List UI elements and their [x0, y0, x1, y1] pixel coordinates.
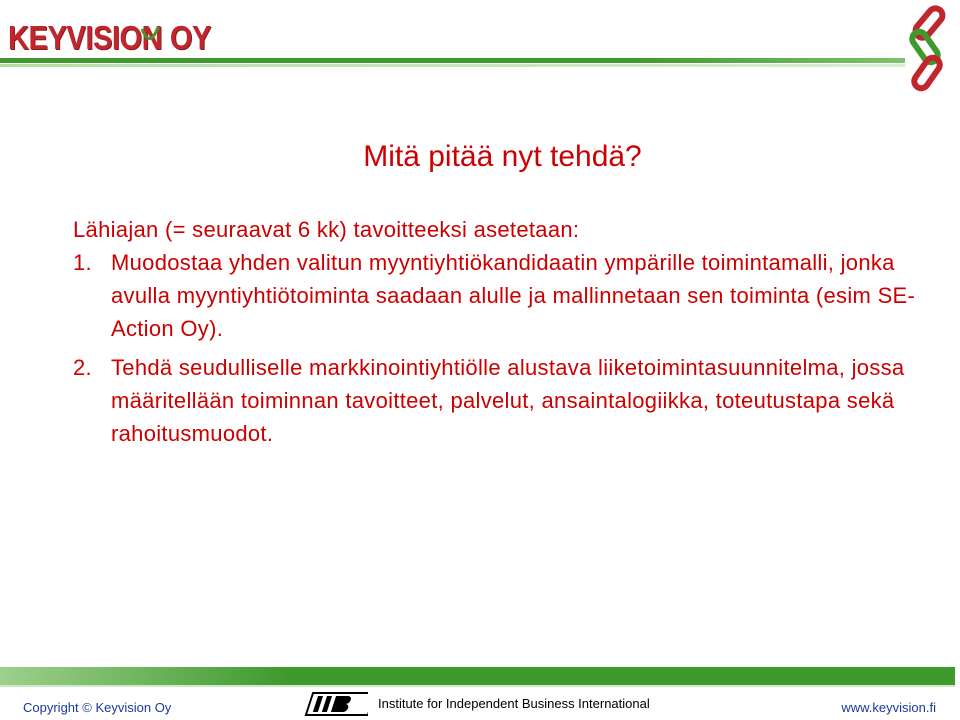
footer — [0, 688, 960, 720]
institute-text: Institute for Independent Business International — [378, 696, 650, 711]
list-item-number: 2. — [73, 355, 92, 380]
iib-logo-icon — [300, 690, 368, 720]
intro-text: Lähiajan (= seuraavat 6 kk) tavoitteeksi asetetaan: — [73, 217, 580, 242]
website-link[interactable]: www.keyvision.fi — [841, 700, 936, 715]
footer-bar-light — [0, 685, 955, 687]
header-rule-light — [0, 64, 905, 67]
keyvision-logo[interactable] — [8, 18, 239, 58]
chain-links-icon — [900, 4, 958, 96]
slide-body — [73, 213, 933, 450]
keyvision-swoosh-icon — [138, 25, 160, 53]
copyright-text: Copyright © Keyvision Oy — [23, 700, 172, 715]
slide-title: Mitä pitää nyt tehdä? — [363, 140, 642, 173]
list-item-text: Tehdä seudulliselle markkinointiyhtiölle alustava liiketoimintasuunnitelma, jossa määritellään toiminnan tavoitteet, palvelut, ansaintalogiikka, toteutustapa sekä rahoitusmuodot. — [111, 355, 905, 446]
footer-bar — [0, 667, 955, 685]
header-rule — [0, 58, 905, 63]
list-item — [73, 246, 933, 345]
list-item-number: 1. — [73, 250, 92, 275]
logo-text: KEYVISION OY — [8, 19, 211, 56]
list-item-text: Muodostaa yhden valitun myyntiyhtiökandidaatin ympärille toimintamalli, jonka avulla myyntiyhtiötoiminta saadaan alulle ja mallinnetaan sen toiminta (esim SE-Action Oy). — [111, 250, 916, 341]
list-item — [73, 351, 933, 450]
